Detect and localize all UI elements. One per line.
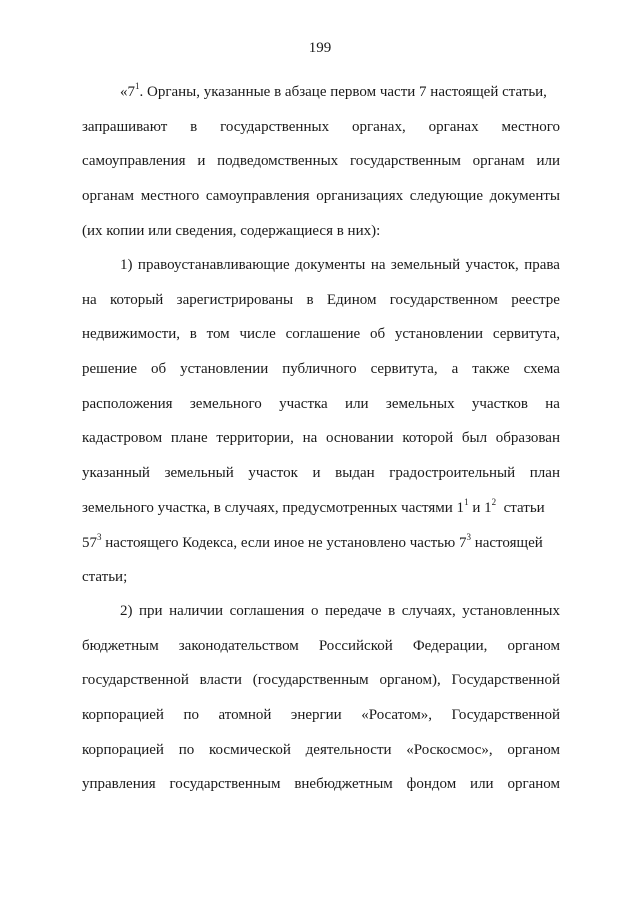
paragraph-line: самоуправления и подведомственных государственным органам или <box>82 153 560 170</box>
paragraph-line: решение об установлении публичного сервитута, а также схема <box>82 361 560 378</box>
paragraph-line: статьи; <box>82 569 128 586</box>
paragraph-line: управления государственным внебюджетным фондом или органом <box>82 776 560 793</box>
paragraph-line: на который зарегистрированы в Едином государственном реестре <box>82 291 560 308</box>
paragraph-line: $57^3$ настоящего Кодекса, если иное не установлено частью $7^3$ настоящей <box>82 531 543 551</box>
item-1 <box>82 248 560 595</box>
paragraph-line: (их копии или сведения, содержащиеся в них): <box>82 222 381 239</box>
item-2 <box>82 594 560 802</box>
paragraph-line: указанный земельный участок и выдан градостроительный план <box>82 465 560 482</box>
paragraph-line: 1) правоустанавливающие документы на земельный участок, права <box>120 257 560 273</box>
paragraph-line: органам местного самоуправления организациях следующие документы <box>82 188 560 205</box>
paragraph-line: государственной власти (государственным органом), Государственной <box>82 672 560 689</box>
paragraph-line: недвижимости, в том числе соглашение об установлении сервитута, <box>82 326 560 343</box>
paragraph-line: кадастровом плане территории, на основании которой был образован <box>82 430 560 447</box>
paragraph-line: корпорацией по атомной энергии «Росатом», Государственной <box>82 707 560 724</box>
paragraph-7-1 <box>82 75 560 248</box>
paragraph-line: запрашивают в государственных органах, органах местного <box>82 118 560 135</box>
paragraph-line: «$7^1$. Органы, указанные в абзаце первом части 7 настоящей статьи, <box>120 81 547 100</box>
page-number: 199 <box>308 40 332 56</box>
paragraph-line: расположения земельного участка или земельных участков на <box>82 395 560 412</box>
paragraph-line: земельного участка, в случаях, предусмотренных частями $1^1$ и $1^2$ статьи <box>82 496 545 516</box>
paragraph-line: бюджетным законодательством Российской Федерации, органом <box>82 637 560 654</box>
paragraph-line: корпорацией по космической деятельности «Роскосмос», органом <box>82 741 560 758</box>
paragraph-line: 2) при наличии соглашения о передаче в случаях, установленных <box>120 603 560 619</box>
